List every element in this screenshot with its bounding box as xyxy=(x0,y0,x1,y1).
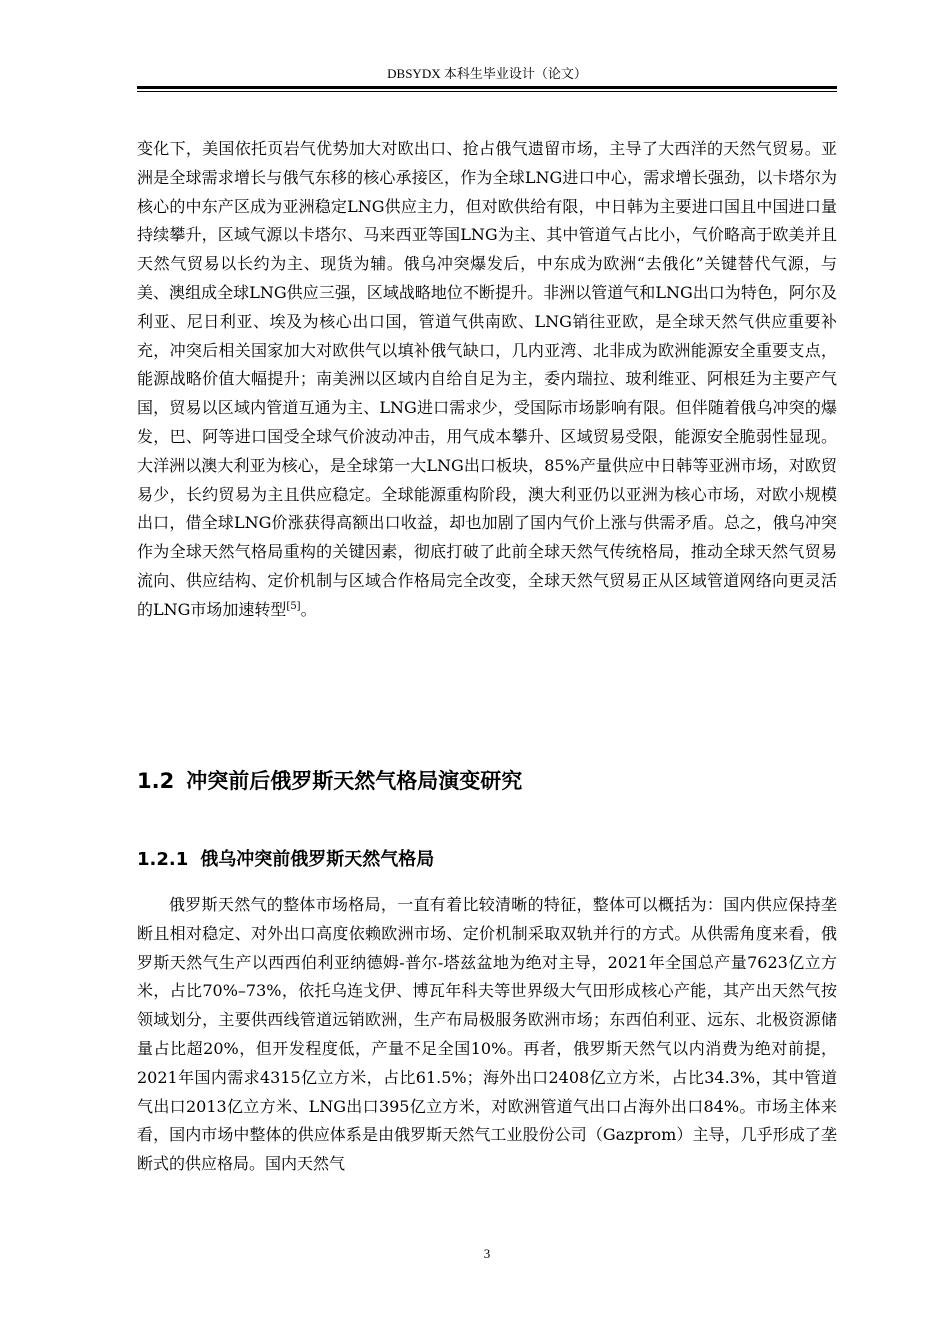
citation-reference[interactable]: [5] xyxy=(286,600,301,612)
subsection-title: 俄乌冲突前俄罗斯天然气格局 xyxy=(200,849,435,870)
paragraph-text: 变化下，美国依托页岩气优势加大对欧出口、抢占俄气遗留市场，主导了大西洋的天然气贸易。亚洲是全球需求增长与俄气东移的核心承接区，作为全球LNG进口中心，需求增长强劲，以卡塔尔为核心的中东产区成为亚洲稳定LNG供应主力，但对欧供给有限，中日韩为主要进口国且中国进口量持续攀升，区域气源以卡塔尔、马来西亚等国LNG为主、其中管道气占比小，气价略高于欧美并且天然气贸易以长约为主、现货为辅。俄乌冲突爆发后，中东成为欧洲“去俄化”关键替代气源，与美、澳组成全球LNG供应三强，区域战略地位不断提升。非洲以管道气和LNG出口为特色，阿尔及利亚、尼日利亚、埃及为核心出口国，管道气供南欧、LNG销往亚欧，是全球天然气供应重要补充，冲突后相关国家加大对欧供气以填补俄气缺口，几内亚湾、北非成为欧洲能源安全重要支点，能源战略价值大幅提升；南美洲以区域内自给自足为主，委内瑞拉、玻利维亚、阿根廷为主要产气国，贸易以区域内管道互通为主、LNG进口需求少，受国际市场影响有限。但伴随着俄乌冲突的爆发，巴、阿等进口国受全球气价波动冲击，用气成本攀升、区域贸易受限，能源安全脆弱性显现。大洋洲以澳大利亚为核心，是全球第一大LNG出口板块，85%产量供应中日韩等亚洲市场，对欧贸易少，长约贸易为主且供应稳定。全球能源重构阶段，澳大利亚仍以亚洲为核心市场，对欧小规模出口，借全球LNG价涨获得高额出口收益，却也加剧了国内气价上涨与供需矛盾。总之，俄乌冲突作为全球天然气格局重构的关键因素，彻底打破了此前全球天然气传统格局，推动全球天然气贸易流向、供应结构、定价机制与区域合作格局完全改变，全球天然气贸易正从区域管道网络向更灵活的LNG市场加速转型 xyxy=(137,139,837,619)
header-rule-thick xyxy=(137,86,837,89)
body-paragraph xyxy=(137,891,837,1179)
section-heading xyxy=(137,766,837,796)
section-title: 冲突前后俄罗斯天然气格局演变研究 xyxy=(186,769,523,793)
page-number: 3 xyxy=(483,1246,491,1261)
subsection-number: 1.2.1 xyxy=(137,849,189,870)
page-header: DBSYDX 本科生毕业设计（论文） xyxy=(387,66,587,81)
paragraph-end: 。 xyxy=(300,599,317,619)
subsection-heading xyxy=(137,847,837,873)
paragraph-text: 俄罗斯天然气的整体市场格局，一直有着比较清晰的特征，整体可以概括为：国内供应保持垄断且相对稳定、对外出口高度依赖欧洲市场、定价机制采取双轨并行的方式。从供需角度来看，俄罗斯天然气生产以西西伯利亚纳德姆-普尔-塔兹盆地为绝对主导，2021年全国总产量7623亿立方米，占比70%–73%，依托乌连戈伊、博瓦年科夫等世界级大气田形成核心产能，其产出天然气按领域划分，主要供西线管道远销欧洲，生产布局极服务欧洲市场；东西伯利亚、远东、北极资源储量占比超20%，但开发程度低，产量不足全国10%。再者，俄罗斯天然气以内消费为绝对前提，2021年国内需求4315亿立方米，占比61.5%；海外出口2408亿立方米，占比34.3%，其中管道气出口2013亿立方米、LNG出口395亿立方米，对欧洲管道气出口占海外出口84%。市场主体来看，国内市场中整体的供应体系是由俄罗斯天然气工业股份公司（Gazprom）主导，几乎形成了垄断式的供应格局。国内天然气 xyxy=(137,895,837,1174)
section-number: 1.2 xyxy=(137,769,175,793)
header-rule-thin xyxy=(137,91,837,92)
body-paragraph xyxy=(137,135,837,625)
